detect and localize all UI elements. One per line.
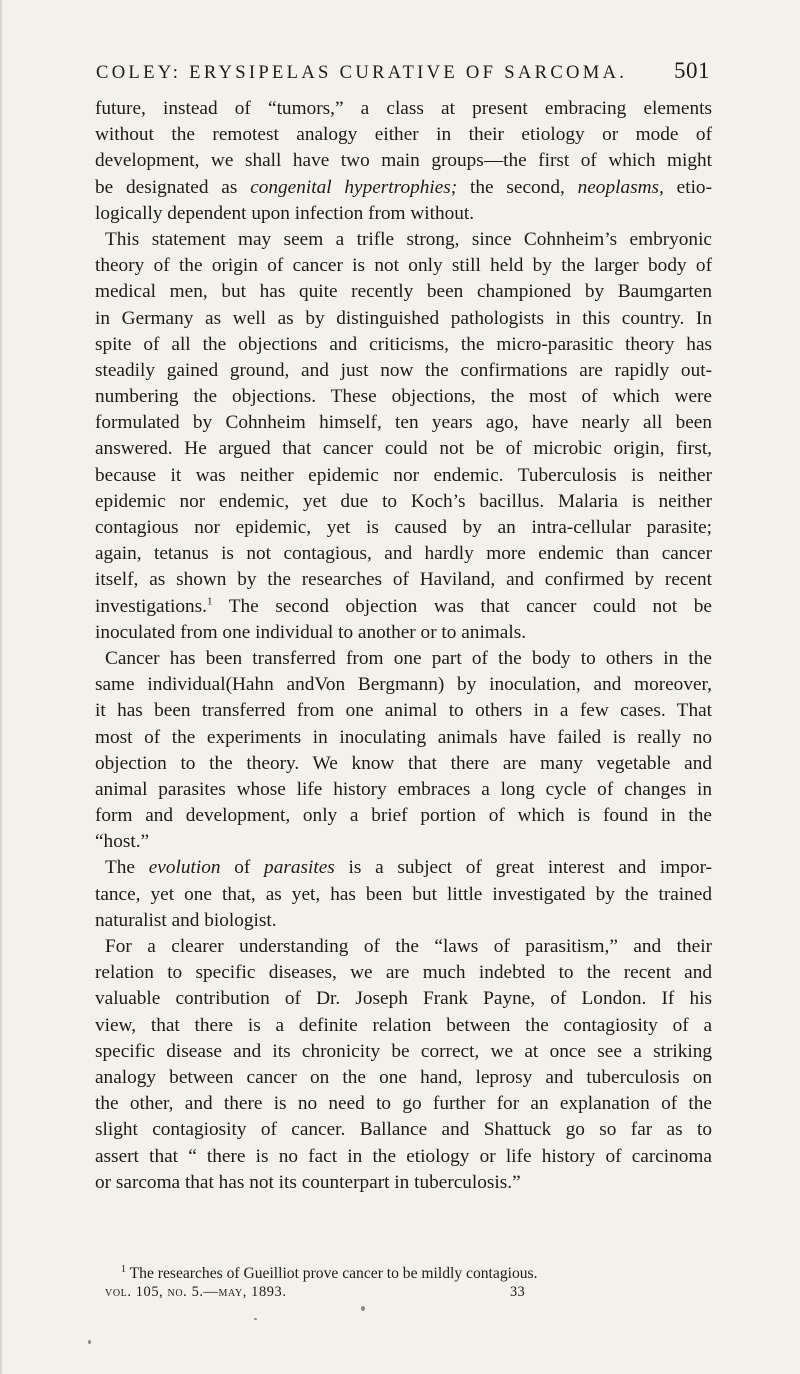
running-title: COLEY: ERYSIPELAS CURATIVE OF SARCOMA.: [96, 62, 628, 83]
italic-phrase: neoplasms,: [577, 176, 664, 198]
text-line: view, that there is a definite relation between the contagiosity of a: [95, 1014, 712, 1036]
text-line: objection to the theory. We know that there are many vegetable and: [95, 752, 712, 774]
text-line: investigations.$^1$ The second objection was that cancer could not be: [95, 595, 712, 617]
print-speck: [254, 1318, 257, 1320]
italic-phrase: evolution: [148, 857, 221, 879]
print-speck: [361, 1306, 365, 1311]
text-line: itself, as shown by the researches of Haviland, and confirmed by recent: [95, 569, 712, 591]
text-line: most of the experiments in inoculating animals have failed is really no: [95, 726, 712, 748]
italic-phrase: parasites: [264, 857, 335, 879]
text-line: tance, yet one that, as yet, has been but little investigated by the trained: [95, 883, 712, 905]
text-line: again, tetanus is not contagious, and hardly more endemic than cancer: [95, 543, 712, 565]
text-line: or sarcoma that has not its counterpart in tuberculosis.”: [95, 1171, 521, 1193]
text-line: animal parasites whose life history embraces a long cycle of changes in: [95, 778, 712, 800]
text-line: inoculated from one individual to another or to animals.: [95, 621, 527, 643]
running-head: [96, 58, 710, 84]
text-line: without the remotest analogy either in their etiology or mode of: [95, 124, 712, 146]
text-line: logically dependent upon infection from without.: [95, 202, 475, 224]
text-line: because it was neither epidemic nor endemic. Tuberculosis is neither: [95, 464, 712, 486]
text-line: analogy between cancer on the one hand, leprosy and tuberculosis on: [95, 1066, 712, 1088]
text-line: future, instead of “tumors,” a class at present embracing elements: [95, 98, 712, 119]
body-text: [95, 96, 712, 1196]
text-line: This statement may seem a trifle strong, since Cohnheim’s embryonic: [105, 228, 712, 250]
text-line: epidemic nor endemic, yet due to Koch’s bacillus. Malaria is neither: [95, 490, 712, 512]
page-number: 501: [674, 58, 710, 83]
text-line: in Germany as well as by distinguished pathologists in this country. In: [95, 307, 712, 329]
text-line: Cancer has been transferred from one part of the body to others in the: [105, 647, 712, 669]
page-edge-shadow: [0, 0, 3, 1374]
text-line: be designated as congenital hypertrophies; the second, neoplasms, etio-: [95, 176, 712, 198]
footnote-marker: 1: [121, 1264, 126, 1275]
text-line: same individual(Hahn andVon Bergmann) by inoculation, and moreover,: [95, 674, 712, 696]
text-line: formulated by Cohnheim himself, ten years ago, have nearly all been: [95, 412, 712, 434]
text-line: it has been transferred from one animal to others in a few cases. That: [95, 700, 712, 722]
volume-reference: vol. 105, no. 5.—may, 1893.: [105, 1284, 287, 1300]
text-line: theory of the origin of cancer is not only still held by the larger body of: [95, 255, 712, 277]
signature-line: [105, 1282, 525, 1302]
footnote-text: $^1$ The researches of Gueilliot prove cancer to be mildly contagious.: [121, 1264, 538, 1283]
text-line: contagious nor epidemic, yet is caused by an intra-cellular parasite;: [95, 517, 712, 538]
text-line: The evolution of parasites is a subject of great interest and impor-: [105, 857, 713, 879]
text-line: specific disease and its chronicity be correct, we at once see a striking: [95, 1040, 712, 1062]
text-line: For a clearer understanding of the “laws of parasitism,” and their: [105, 936, 712, 957]
text-line: slight contagiosity of cancer. Ballance and Shattuck go so far as to: [95, 1119, 712, 1141]
text-line: development, we shall have two main groups—the first of which might: [95, 150, 712, 172]
text-line: relation to specific diseases, we are much indebted to the recent and: [95, 962, 712, 984]
text-line: steadily gained ground, and just now the confirmations are rapidly out-: [95, 359, 712, 381]
text-line: the other, and there is no need to go further for an explanation of the: [95, 1093, 712, 1115]
italic-phrase: congenital hypertrophies;: [250, 176, 458, 198]
text-line: medical men, but has quite recently been championed by Baumgarten: [95, 281, 712, 303]
print-speck: [88, 1340, 91, 1344]
text-line: form and development, only a brief portion of which is found in the: [95, 805, 712, 827]
text-line: assert that “ there is no fact in the etiology or life history of carcinoma: [95, 1145, 712, 1167]
text-line: naturalist and biologist.: [95, 909, 277, 931]
text-line: spite of all the objections and criticisms, the micro-parasitic theory has: [95, 333, 712, 355]
text-line: valuable contribution of Dr. Joseph Frank Payne, of London. If his: [95, 988, 712, 1010]
signature-mark: 33: [510, 1284, 525, 1300]
text-line: answered. He argued that cancer could not be of microbic origin, first,: [95, 438, 712, 460]
footnote-reference: 1: [206, 595, 213, 608]
text-line: numbering the objections. These objections, the most of which were: [95, 386, 712, 408]
text-line: “host.”: [95, 831, 150, 853]
